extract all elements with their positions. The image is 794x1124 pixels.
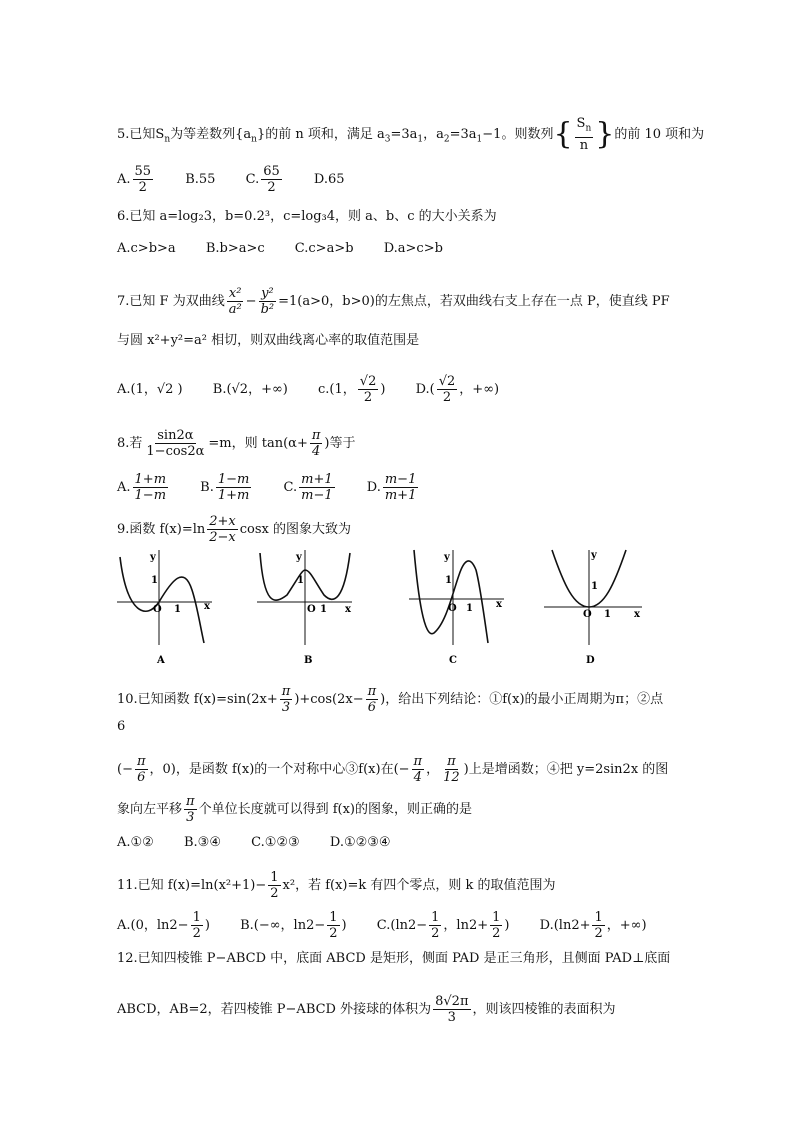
- tick-label-1: 1: [591, 581, 598, 592]
- q8-options: [117, 472, 446, 503]
- q8-option-b: B. $\frac{1-m}{1+m}$: [200, 472, 250, 503]
- x-label: x: [634, 609, 640, 620]
- q10-stray-digit: 6: [117, 719, 126, 734]
- subscript: 1: [476, 134, 483, 145]
- x-label: x: [496, 599, 502, 610]
- pi-over-3: $\frac{\pi}{3}$: [281, 684, 291, 715]
- q10-option-b: B.③④: [183, 835, 221, 850]
- q7-line2: 与圆 x²+y²=a² 相切，则双曲线离心率的取值范围是: [117, 333, 420, 348]
- q8-option-a: A. $\frac{1+m}{1-m}$: [117, 472, 167, 503]
- q5-options: [117, 164, 371, 195]
- pi-over-4: $\frac{\pi}{4}$: [311, 428, 321, 459]
- q10-stem: 10.已知函数 f(x)=sin(2x+ $\frac{\pi}{3}$ )+cos(2x− $\frac{\pi}{6}$ )，给出下列结论：①f(x)的最小正周期为π；②点: [117, 684, 664, 715]
- pi-over-6: $\frac{\pi}{6}$: [367, 684, 377, 715]
- tick-label-1: 1: [320, 604, 327, 615]
- q10-option-a: A.①②: [117, 835, 154, 850]
- tick-label-1: 1: [151, 575, 158, 586]
- q11-options: [117, 910, 647, 941]
- y-label: y: [150, 552, 156, 563]
- subscript: 1: [417, 134, 424, 145]
- y-over-b-fraction: $\frac{\text{y²}}{\text{b²}}$: [260, 286, 275, 317]
- text: 的前 10 项和为: [614, 126, 705, 142]
- q9-fraction: $\frac{2+x}{2-x}$: [209, 514, 236, 545]
- graph-label-b: B: [304, 655, 313, 666]
- graph-label-a: A: [157, 655, 165, 666]
- q5-option-b: B.55: [185, 172, 216, 187]
- q5-option-a: A. $\frac{55}{2}$: [117, 164, 152, 195]
- sequence-fraction: $\frac{S_n}{n}$: [576, 116, 592, 153]
- q7-option-a: A.(1，√2 ): [117, 382, 183, 397]
- sphere-volume-fraction: $\frac{8√2\pi}{3}$: [435, 994, 469, 1025]
- x-label: x: [204, 601, 210, 612]
- text: 5.已知S: [117, 126, 165, 142]
- text: 为等差数列{a: [170, 126, 252, 142]
- q10-line4: 象向左平移 $\frac{\pi}{3}$ 个单位长度就可以得到 f(x)的图象，则正确的是: [117, 794, 472, 825]
- origin-label: O: [307, 604, 316, 615]
- q8-stem: 8.若 $\frac{\sin 2\alpha}{1-\cos 2\alpha}$ =m，则 tan(α+ $\frac{\pi}{4}$ )等于: [117, 428, 356, 459]
- q5-stem: [117, 116, 704, 153]
- text: =3a: [390, 126, 418, 142]
- pi-over-12: $\frac{\pi}{12}$: [443, 754, 460, 785]
- q5-option-d: D.65: [313, 172, 345, 187]
- origin-label: O: [583, 609, 592, 620]
- q12-line1: 12.已知四棱锥 P−ABCD 中，底面 ABCD 是矩形，侧面 PAD 是正三角形，且侧面 PAD⊥底面: [117, 951, 671, 966]
- q7-option-d: D.( $\frac{√2}{2}$ ，+∞): [415, 374, 500, 405]
- q11-option-a: A.(0，ln2− $\frac{1}{2}$ ): [117, 910, 210, 941]
- q10-option-d: D.①②③④: [329, 835, 391, 850]
- q5-option-c: C. $\frac{65}{2}$: [245, 164, 280, 195]
- graph-c: [404, 545, 514, 670]
- q6-option-d: D.a>c>b: [383, 241, 443, 256]
- q11-option-b: B.(−∞，ln2− $\frac{1}{2}$ ): [240, 910, 347, 941]
- q8-main-fraction: $\frac{\sin 2\alpha}{1-\cos 2\alpha}$: [146, 428, 205, 459]
- q12-line2: ABCD，AB=2，若四棱锥 P−ABCD 外接球的体积为 $\frac{8√2\pi}{3}$ ，则该四棱锥的表面积为: [117, 994, 616, 1025]
- x-label: x: [345, 604, 351, 615]
- origin-label: O: [448, 603, 457, 614]
- q11-stem: 11.已知 f(x)=ln(x²+1)− $\frac{1}{2}$ x²，若 f(x)=k 有四个零点，则 k 的取值范围为: [117, 870, 556, 901]
- q10-line3: (− $\frac{\pi}{6}$ ，0)，是函数 f(x)的一个对称中心③f(x)在(− $\frac{\pi}{4}$ ， $\frac{\pi}{12}$ )上是增函数；④把 y=2sin2x 的图: [117, 754, 669, 785]
- text: ，a: [423, 126, 444, 142]
- q6-option-c: C.c>a>b: [294, 241, 354, 256]
- q6-options: [117, 240, 469, 258]
- q9-graphs: [112, 545, 672, 675]
- y-label: y: [591, 550, 597, 561]
- q6-option-a: A.c>b>a: [117, 241, 176, 256]
- q6-option-b: B.b>a>c: [205, 241, 265, 256]
- q10-option-c: C.①②③: [251, 835, 300, 850]
- q9-stem: 9.函数 f(x)=ln $\frac{2+x}{2-x}$ cosx 的图象大致为: [117, 514, 351, 545]
- curve: [120, 557, 204, 643]
- pi-over-4: $\frac{\pi}{4}$: [413, 754, 423, 785]
- tick-label-1: 1: [174, 604, 181, 615]
- q8-option-d: D. $\frac{m-1}{m+1}$: [366, 472, 417, 503]
- q11-option-d: D.(ln2+ $\frac{1}{2}$ ，+∞): [539, 910, 647, 941]
- q7-option-c: c.(1， $\frac{√2}{2}$ ): [318, 374, 386, 405]
- tick-label-1: 1: [445, 575, 452, 586]
- q10-options: [117, 834, 417, 852]
- q11-option-c: C.(ln2− $\frac{1}{2}$ ，ln2+ $\frac{1}{2}$ ): [376, 910, 510, 941]
- subscript: n: [251, 134, 257, 145]
- x-over-a-fraction: $\frac{\text{x²}}{\text{a²}}$: [228, 286, 242, 317]
- y-label: y: [444, 552, 450, 563]
- right-brace: }: [595, 116, 615, 152]
- graph-a: [112, 545, 222, 670]
- text: −1。则数列: [482, 126, 554, 142]
- subscript: 3: [384, 134, 391, 145]
- subscript: n: [164, 134, 171, 145]
- one-half: $\frac{1}{2}$: [270, 870, 279, 901]
- q7-option-b: B.(√2，+∞): [212, 382, 288, 397]
- left-brace: {: [553, 116, 573, 152]
- pi-over-3: $\frac{\pi}{3}$: [186, 794, 195, 825]
- curve: [414, 550, 488, 643]
- y-label: y: [296, 552, 302, 563]
- origin-label: O: [153, 604, 162, 615]
- text: =3a: [449, 126, 477, 142]
- tick-label-1: 1: [466, 603, 473, 614]
- q7-stem: 7.已知 F 为双曲线 $\frac{\text{x²}}{\text{a²}}$ − $\frac{\text{y²}}{\text{b²}}$ =1(a>0，b>0)的左焦点，若双曲线右支上存在一点 P，使直线 PF: [117, 286, 670, 317]
- text: }的前 n 项和，满足 a: [256, 126, 385, 142]
- q7-options: [117, 374, 525, 405]
- graph-label-c: C: [449, 655, 457, 666]
- graph-d: [542, 545, 652, 670]
- q8-option-c: C. $\frac{m+1}{m-1}$: [283, 472, 333, 503]
- tick-label-1: 1: [604, 609, 611, 620]
- tick-label-1: 1: [297, 575, 304, 586]
- graph-b: [252, 545, 362, 670]
- pi-over-6: $\frac{\pi}{6}$: [136, 754, 146, 785]
- q6-stem: 6.已知 a=log₂3，b=0.2³，c=log₃4，则 a、b、c 的大小关系为: [117, 209, 497, 224]
- graph-label-d: D: [586, 655, 595, 666]
- subscript: 2: [443, 134, 450, 145]
